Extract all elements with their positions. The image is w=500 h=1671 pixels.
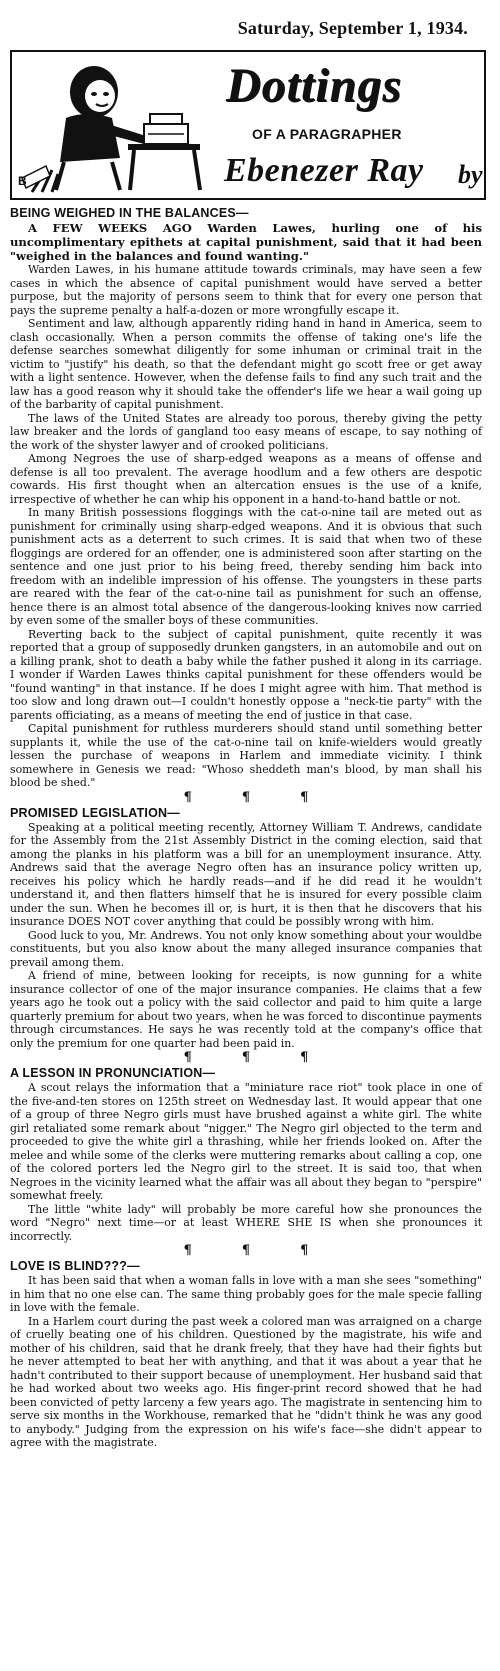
section-heading: LOVE IS BLIND???— — [10, 1259, 140, 1273]
paragraph: The little "white lady" will probably be more careful how she pronounces the word "Negro" next time—or at least WHERE SHE IS when she pronounces it incorrectly. — [10, 1202, 482, 1243]
lead-rest: Warden Lawes, hurling one of his uncomplimentary epithets at capital punishment, said that it had been "weighed in the balances and found wanting." — [10, 221, 482, 263]
section-divider — [60, 790, 482, 806]
section-divider — [60, 1243, 482, 1259]
paragraph: Among Negroes the use of sharp-edged weapons as a means of offense and defense is all too prevalent. The average hoodlum and a few others are despotic cowards. His first thought when an altercation ensues is the use of a knife, irrespective of whether he can whip his opponent in a hand-to-hand battle or not. — [10, 452, 482, 506]
section-promised-legislation — [10, 806, 482, 1051]
masthead-by: by — [458, 160, 483, 189]
section-heading: BEING WEIGHED IN THE BALANCES— — [10, 206, 249, 220]
paragraph: In a Harlem court during the past week a colored man was arraigned on a charge of cruelly beating one of his children. Questioned by the magistrate, his wife and mother of his children, said that he drank freely, that they have had their fights but he never attempted to beat her with anything, and that it was about a year that he hadn't contributed to their support because of unemployment. Her husband said that he had worked about two weeks ago. His finger-print record showed that he had been convicted of petty larceny a few years ago. The magistrate in sentencing him to serve six months in the Workhouse, remarked that he "didn't think he was any good to anybody." Judging from the expression on his wife's face—she didn't appear to agree with the magistrate. — [10, 1314, 482, 1449]
pilcrow-mark: ¶ — [300, 789, 359, 805]
section-being-weighed — [10, 206, 482, 790]
typist-illustration — [16, 58, 220, 196]
pilcrow-mark: ¶ — [183, 1243, 242, 1258]
pilcrow-mark: ¶ — [183, 789, 242, 805]
masthead — [10, 50, 486, 200]
pilcrow-mark: ¶ — [300, 1050, 359, 1065]
paragraph: Reverting back to the subject of capital punishment, quite recently it was reported that a group of supposedly drunken gangsters, in an automobile and out on a killing prank, shot to death a baby while the father pushed it along in its carriage. I wonder if Warden Lawes thinks capital punishment for these offenders would be "found wanting" in that instance. If he does I might agree with him. That method is too slow and long drawn out—I couldn't honestly oppose a "neck-tie party" with the parents officiating, as a means of meeting the end of justice in that case. — [10, 627, 482, 722]
paragraph: Speaking at a political meeting recently, Attorney William T. Andrews, candidate for the Assembly from the 21st Assembly District in the coming election, said that among the planks in his platform was a bill for an unemployment insurance. Atty. Andrews said that the average Negro often has an insurance policy written up, receives his policy which he hardly reads—and if he did read it he wouldn't understand it, and then flatters himself that he is insured for every possible claim under the sun. When he becomes ill or, is hurt, it is then that he discovers that his insurance DOES NOT cover anything that could be possibly wrong with him. — [10, 820, 482, 928]
paragraph: Capital punishment for ruthless murderers should stand until something better supplants it, while the use of the cat-o-nine tail on knife-wielders would greatly lessen the purchase of weapons in Harlem and immediate vicinity. I think somewhere in Genesis we read: "Whoso sheddeth man's blood, by man shall his blood be shed." — [10, 722, 482, 789]
masthead-title: Dottings — [226, 59, 403, 112]
section-lesson-in-pronunciation — [10, 1066, 482, 1243]
pilcrow-mark: ¶ — [241, 789, 301, 805]
paragraph: The laws of the United States are already too porous, thereby giving the petty law breaker and the lords of gangland too easy means of escape, to say nothing of the work of the shyster lawyer and of crooked politicians. — [10, 411, 482, 452]
masthead-subtitle: OF A PARAGRAPHER — [252, 126, 402, 142]
paragraph: A scout relays the information that a "miniature race riot" took place in one of the five-and-ten stores on 125th street on Wednesday last. It would appear that one of a group of three Negro girls must have brushed against a white girl. The white girl retaliated some remark about "nigger." The Negro girl objected to the term and proceeded to give the white girl a thrashing, while her friends looked on. After the melee and while some of the clerks were muttering remarks about calling a cop, one of the colored porters led the Negro girl to the street. It is said too, that when Negroes in the vicinity learned what the affair was all about they began to "perspire" somewhat freely. — [10, 1081, 482, 1202]
paragraph: Sentiment and law, although apparently riding hand in hand in America, seem to clash occasionally. When a person commits the offense of taking one's life the defense searches somewhat diligently for some inhuman or criminal trait in the victim to "justify" his death, so that the defendant might go scott free or get away with a light sentence. However, when the defense fails to find any such trait and the law has a good reason why it should take the offender's life we hear a wail going up of the barbarity of capital punishment. — [10, 317, 482, 411]
section-divider — [60, 1050, 482, 1066]
pilcrow-mark: ¶ — [241, 1243, 301, 1258]
paragraph: It has been said that when a woman falls in love with a man she sees "something" in him that no one else can. The same thing probably goes for the male specie falling in love with the female. — [10, 1274, 482, 1314]
paragraph: In many British possessions floggings with the cat-o-nine tail are meted out as punishment for criminally using sharp-edged weapons. And it is obvious that such punishment acts as a deterrent to such crimes. It is said that when two of these floggings are ordered for an offender, one is administered soon after starting on the sentence and one just prior to his being freed, thereby sending him back into freedom with an indelible impression of his offense. The youngsters in these parts are reared with the fear of the cat-o-nine tail as punishment for such an offense, hence there is an almost total absence of the dangerous-looking knives now carried by even some of the smaller boys of these communities. — [10, 506, 482, 627]
article-column — [10, 206, 482, 1450]
paragraph: A friend of mine, between looking for receipts, is now gunning for a white insurance collector of one of the major insurance companies. He claims that a few years ago he took out a policy with the said collector and paid to him quite a large quarterly premium for about two years, when he was forced to discontinue payments through circumstances. He says he was recently told at the company's office that only the premium for one quarter had been paid in. — [10, 969, 482, 1050]
masthead-badge: B — [18, 174, 27, 188]
pilcrow-mark: ¶ — [300, 1243, 359, 1258]
paragraph: Good luck to you, Mr. Andrews. You not only know something about your wouldbe constituents, but you also know about the many alleged insurance companies that prevail among them. — [10, 928, 482, 969]
section-heading: A LESSON IN PRONUNCIATION— — [10, 1066, 216, 1080]
section-heading: PROMISED LEGISLATION— — [10, 805, 180, 820]
paragraph: Warden Lawes, in his humane attitude towards criminals, may have seen a few cases in which the absence of capital punishment would have served a better purpose, but the majority of persons seem to think that for every one person that pays the supreme penalty a half-a-dozen or more wrongfully escape it. — [10, 263, 482, 317]
section-love-is-blind — [10, 1259, 482, 1450]
lead-caps: A FEW WEEKS AGO — [28, 221, 192, 235]
masthead-author-signature: Ebenezer Ray — [224, 152, 424, 189]
lead-paragraph — [10, 221, 482, 263]
pilcrow-mark: ¶ — [183, 1050, 242, 1065]
dateline: Saturday, September 1, 1934. — [237, 18, 468, 38]
pilcrow-mark: ¶ — [241, 1050, 301, 1065]
